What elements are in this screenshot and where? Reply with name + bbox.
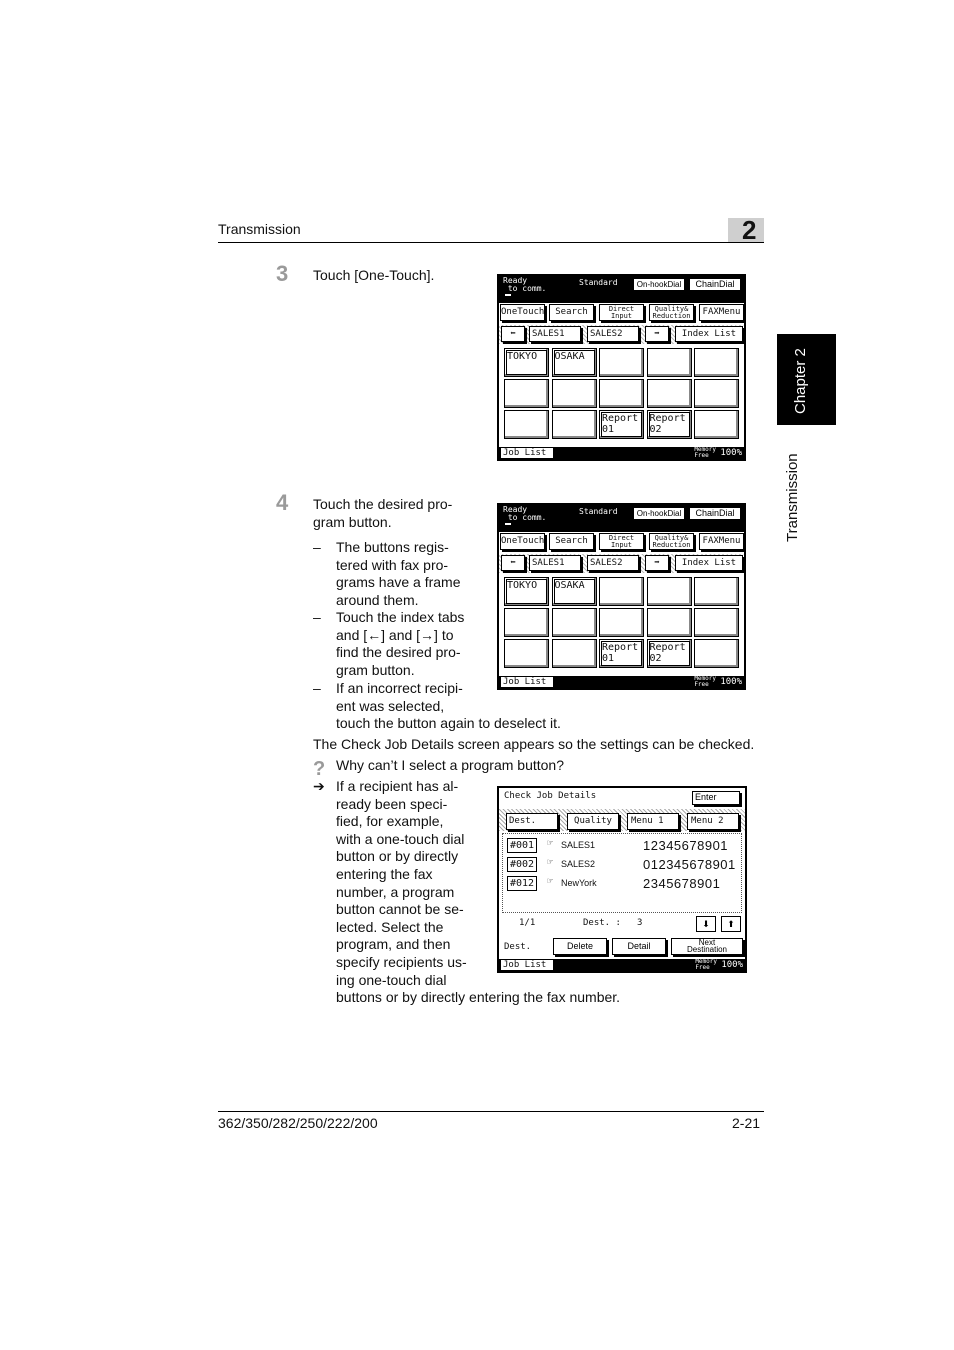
footer-models: 362/350/282/250/222/200 — [218, 1115, 378, 1131]
status-bar — [499, 676, 744, 688]
destination-row[interactable] — [507, 857, 743, 873]
arrow-up-icon: ⬆ — [727, 919, 735, 929]
memory-free-label: Memory Free — [694, 675, 716, 688]
index-tab-row — [499, 325, 744, 344]
index-tab-sales2[interactable]: SALES2 — [587, 555, 639, 571]
running-header: Transmission — [218, 221, 301, 237]
one-touch-button[interactable] — [647, 608, 692, 637]
bullet-dash: – — [313, 680, 321, 696]
destination-row[interactable] — [507, 838, 743, 854]
arrow-right-icon: ➡ — [654, 329, 660, 339]
cursor — [505, 523, 511, 525]
header-rule — [218, 242, 764, 243]
one-touch-button[interactable] — [647, 348, 692, 377]
scroll-down-button[interactable] — [696, 916, 716, 932]
tab-search[interactable]: Search — [549, 304, 594, 321]
tab-menu-1[interactable]: Menu 1 — [627, 813, 679, 830]
fax-onetouch-screen — [497, 274, 746, 461]
dest-number: 2345678901 — [643, 876, 721, 891]
section-side-label: Transmission — [784, 453, 801, 542]
tab-menu-2[interactable]: Menu 2 — [687, 813, 739, 830]
job-list-button[interactable]: Job List — [501, 448, 553, 458]
dest-name: SALES1 — [561, 840, 596, 850]
one-touch-button[interactable] — [599, 608, 644, 637]
question-icon: ? — [313, 758, 326, 780]
index-right-button[interactable] — [645, 555, 669, 571]
one-touch-button[interactable] — [552, 379, 597, 408]
tab-one-touch[interactable]: OneTouch — [500, 533, 545, 550]
one-touch-button[interactable] — [694, 608, 739, 637]
fax-onetouch-screen — [497, 503, 746, 690]
index-left-button[interactable] — [501, 326, 525, 342]
tab-strip — [499, 809, 745, 831]
one-touch-button[interactable] — [647, 379, 692, 408]
enter-button[interactable]: Enter — [692, 791, 740, 805]
status-header — [499, 276, 744, 303]
on-hook-dial-button[interactable]: On-hookDial — [633, 507, 685, 520]
one-touch-button[interactable] — [599, 577, 644, 606]
status-header — [499, 505, 744, 532]
chapter-side-label: Chapter 2 — [792, 348, 809, 414]
tab-fax-menu[interactable]: FAXMenu — [699, 533, 744, 550]
check-job-details-screen — [497, 786, 747, 973]
tab-direct-input[interactable]: Direct Input — [599, 533, 644, 550]
one-touch-button[interactable]: Report 01 — [599, 639, 644, 668]
one-touch-button[interactable] — [552, 608, 597, 637]
dest-label: Dest. — [504, 942, 532, 952]
one-touch-button[interactable] — [504, 379, 549, 408]
screen-title: Check Job Details — [504, 791, 597, 801]
memory-percent: 100% — [721, 960, 743, 970]
page-indicator: 1/1 — [519, 918, 536, 928]
tab-direct-input[interactable]: Direct Input — [599, 304, 644, 321]
one-touch-button[interactable]: OSAKA — [552, 577, 597, 606]
arrow-left-icon: ⬅ — [510, 558, 516, 568]
index-list-button[interactable]: Index List — [675, 555, 743, 571]
memory-free-label: Memory Free — [694, 446, 716, 459]
hand-icon: ☞ — [547, 857, 554, 868]
one-touch-button[interactable] — [599, 379, 644, 408]
ready-status: Ready to comm. — [503, 505, 547, 522]
one-touch-button[interactable]: TOKYO — [504, 577, 549, 606]
delete-button[interactable]: Delete — [553, 938, 607, 955]
one-touch-button[interactable] — [504, 639, 549, 668]
bullet-dash: – — [313, 609, 321, 625]
one-touch-button[interactable]: TOKYO — [504, 348, 549, 377]
standard-label: Standard — [579, 507, 618, 516]
tab-quality-reduction[interactable]: Quality& Reduction — [649, 533, 694, 550]
scroll-up-button[interactable] — [721, 916, 741, 932]
job-list-button[interactable]: Job List — [501, 677, 553, 687]
index-tab-sales1[interactable]: SALES1 — [529, 326, 581, 342]
index-tab-row — [499, 554, 744, 573]
tab-dest[interactable]: Dest. — [506, 813, 558, 830]
step-number-4: 4 — [276, 490, 289, 515]
chain-dial-button[interactable]: ChainDial — [689, 278, 741, 291]
memory-free-label: Memory Free — [695, 958, 717, 971]
note-text: The Check Job Details screen appears so the settings can be checked. — [313, 736, 755, 752]
chain-dial-button[interactable]: ChainDial — [689, 507, 741, 520]
index-tab-sales2[interactable]: SALES2 — [587, 326, 639, 342]
status-bar — [499, 959, 745, 971]
index-left-button[interactable] — [501, 555, 525, 571]
one-touch-button[interactable] — [504, 608, 549, 637]
hand-icon: ☞ — [547, 876, 554, 887]
one-touch-button[interactable] — [694, 577, 739, 606]
detail-button[interactable]: Detail — [612, 938, 666, 955]
chapter-number: 2 — [742, 215, 757, 245]
arrow-down-icon: ⬇ — [702, 919, 710, 929]
step-3-text: Touch [One-Touch]. — [313, 267, 435, 283]
ready-status: Ready to comm. — [503, 276, 547, 293]
index-list-button[interactable]: Index List — [675, 326, 743, 342]
bullet-3: If an incorrect recipi- ent was selected, touch the button again to deselect it. — [336, 680, 561, 732]
hand-icon: ☞ — [547, 838, 554, 849]
destination-list — [502, 833, 742, 913]
dest-number: 12345678901 — [643, 838, 729, 853]
bullet-1: The buttons regis- tered with fax pro- grams have a frame around them. — [336, 539, 461, 608]
one-touch-button[interactable] — [552, 410, 597, 439]
cursor — [505, 294, 511, 296]
memory-percent: 100% — [720, 677, 742, 687]
tab-search[interactable]: Search — [549, 533, 594, 550]
faq-question: Why can’t I select a program button? — [336, 757, 564, 773]
arrow-right-icon: ➡ — [654, 558, 660, 568]
one-touch-button[interactable] — [694, 348, 739, 377]
one-touch-button[interactable] — [694, 639, 739, 668]
arrow-icon: ➔ — [313, 778, 325, 794]
arrow-left-icon: ⬅ — [510, 329, 516, 339]
memory-percent: 100% — [720, 448, 742, 458]
bullet-dash: – — [313, 539, 321, 555]
bullet-2: Touch the index tabs and [←] and [→] to find the desired pro- gram button. — [336, 609, 465, 678]
on-hook-dial-button[interactable]: On-hookDial — [633, 278, 685, 291]
one-touch-button[interactable] — [694, 379, 739, 408]
one-touch-button[interactable]: Report 02 — [647, 639, 692, 668]
footer-page-number: 2-21 — [732, 1115, 761, 1131]
destination-row[interactable] — [507, 876, 743, 892]
dest-number: 012345678901 — [643, 857, 736, 872]
tab-quality[interactable]: Quality — [567, 813, 619, 830]
tab-quality-reduction[interactable]: Quality& Reduction — [649, 304, 694, 321]
step-4-text: Touch the desired pro- gram button. — [313, 496, 453, 530]
tab-fax-menu[interactable]: FAXMenu — [699, 304, 744, 321]
standard-label: Standard — [579, 278, 618, 287]
one-touch-button[interactable] — [504, 410, 549, 439]
index-tab-sales1[interactable]: SALES1 — [529, 555, 581, 571]
one-touch-button[interactable]: Report 02 — [647, 410, 692, 439]
one-touch-button[interactable] — [694, 410, 739, 439]
one-touch-button[interactable]: OSAKA — [552, 348, 597, 377]
dest-count-label: Dest. : — [583, 918, 621, 928]
step-number-3: 3 — [276, 261, 289, 286]
one-touch-button[interactable] — [599, 348, 644, 377]
index-right-button[interactable] — [645, 326, 669, 342]
dest-tag: #001 — [507, 838, 537, 853]
dest-tag: #002 — [507, 857, 537, 872]
status-bar — [499, 447, 744, 459]
next-destination-button[interactable]: Next Destination — [671, 938, 743, 955]
faq-answer: If a recipient has al- ready been speci- fied, for example, with a one-touch dial button or by directly entering the fax number, a program button cannot be se- lected. Select the program, and then specify recipients us- ing one-touch dial buttons or by directly entering the fax number. — [336, 778, 621, 1006]
dest-tag: #012 — [507, 876, 537, 891]
tab-one-touch[interactable]: OneTouch — [500, 304, 545, 321]
one-touch-button[interactable] — [552, 639, 597, 668]
dest-name: NewYork — [561, 878, 597, 888]
footer-rule — [218, 1111, 764, 1112]
job-list-button[interactable]: Job List — [501, 960, 553, 970]
one-touch-button[interactable]: Report 01 — [599, 410, 644, 439]
dest-count: 3 — [637, 918, 643, 928]
dest-name: SALES2 — [561, 859, 596, 869]
one-touch-button[interactable] — [647, 577, 692, 606]
